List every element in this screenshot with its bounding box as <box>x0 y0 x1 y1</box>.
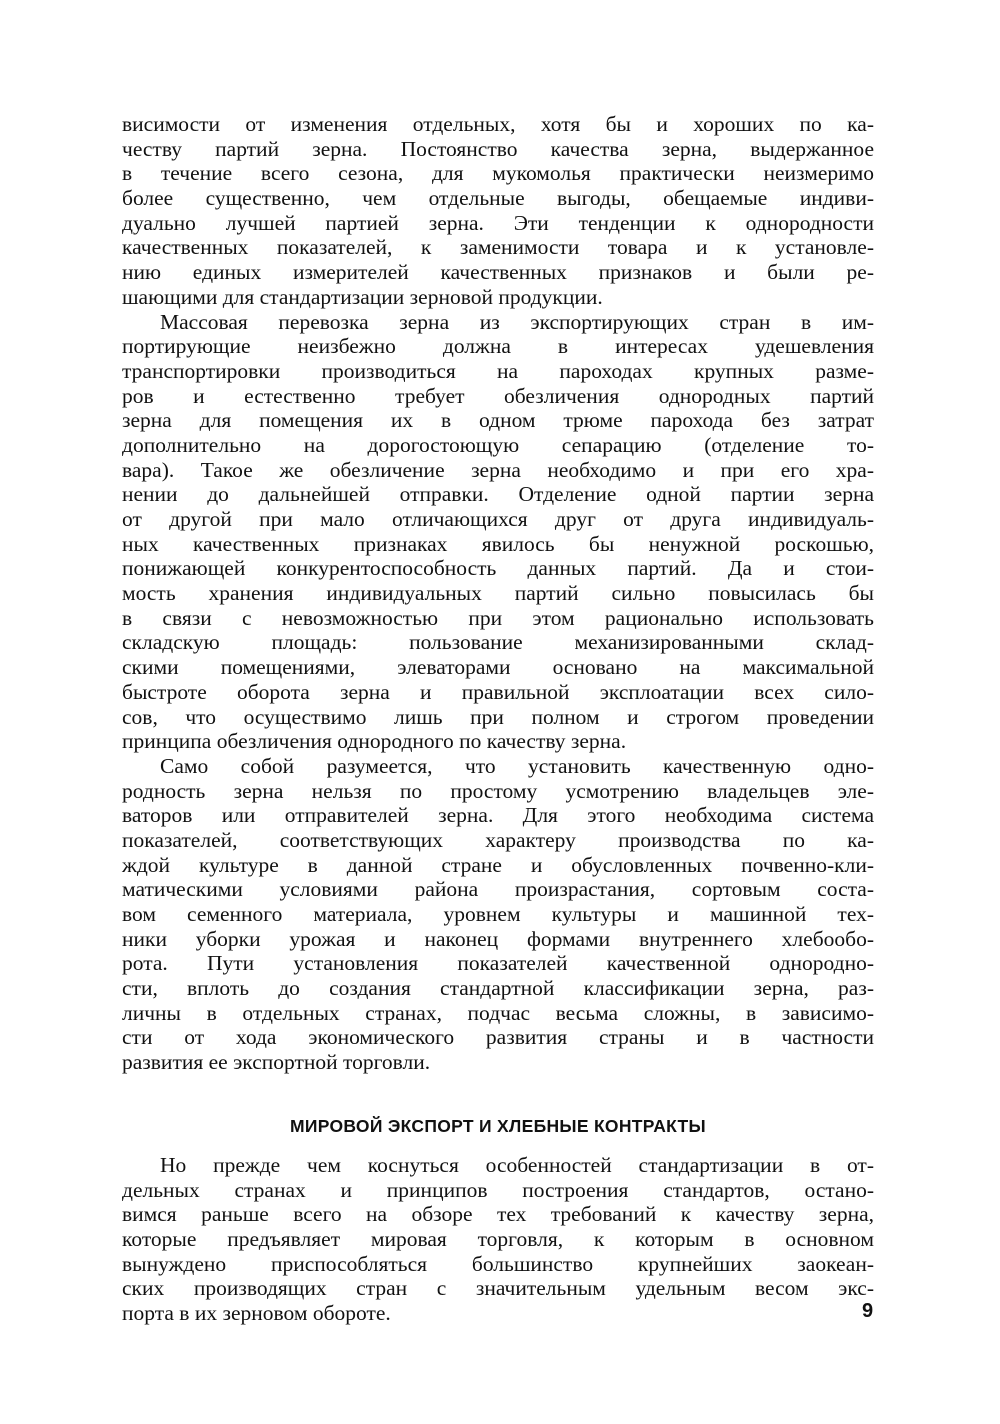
text-line: сти от хода экономического развития страны и в частности <box>122 1025 874 1050</box>
text-line: ждой культуре в данной стране и обусловленных почвенно-кли- <box>122 852 874 877</box>
text-line: нию единых измерителей качественных признаков и были ре- <box>122 260 874 285</box>
text-line: дуально лучшей партией зерна. Эти тенденции к однородности <box>122 210 874 235</box>
text-line: ров и естественно требует обезличения однородных партий <box>122 383 874 408</box>
text-line: ских производящих стран с значительным удельным весом экс- <box>122 1276 874 1301</box>
text-line: портирующие неизбежно должна в интересах удешевления <box>122 334 874 359</box>
text-line: Само собой разумеется, что установить качественную одно- <box>160 753 874 778</box>
text-line: принципа обезличения однородного по качеству зерна. <box>122 729 627 754</box>
text-line: от другой при мало отличающихся друг от друга индивидуаль- <box>122 507 874 531</box>
page-number: 9 <box>862 1300 874 1322</box>
paragraph-2 <box>122 310 874 754</box>
text-line: транспортировки производиться на пароходах крупных разме- <box>122 358 874 383</box>
text-line: нении до дальнейшей отправки. Отделение одной партии зерна <box>122 482 874 507</box>
page-body <box>122 112 874 1324</box>
text-line: порта в их зерновом обороте. <box>122 1300 391 1325</box>
text-line: в течение всего сезона, для мукомолья практически неизмеримо <box>122 161 874 186</box>
text-line: личны в отдельных странах, подчас весьма сложны, в зависимо- <box>122 1000 874 1025</box>
text-line: Но прежде чем коснуться особенностей стандартизации в от- <box>160 1152 874 1177</box>
text-line: скими помещениями, элеваторами основано на максимальной <box>122 655 874 680</box>
text-line: показателей, соответствующих характеру производства по ка- <box>122 827 874 852</box>
text-line: рота. Пути установления показателей качественной однородно- <box>122 951 874 976</box>
text-line: качественных показателей, к заменимости товара и к установле- <box>122 235 874 260</box>
text-line: шающими для стандартизации зерновой продукции. <box>122 284 603 309</box>
text-line: честву партий зерна. Постоянство качества зерна, выдержанное <box>122 136 874 161</box>
text-line: дополнительно на дорогостоющую сепарацию (отделение то- <box>122 432 874 457</box>
text-line: родность зерна нельзя по простому усмотрению владельцев эле- <box>122 778 874 803</box>
text-line: вынуждено приспособляться большинство крупнейших заокеан- <box>122 1251 874 1276</box>
text-line: которые предъявляет мировая торговля, к которым в основном <box>122 1226 874 1251</box>
text-line: сти, вплоть до создания стандартной классификации зерна, раз- <box>122 976 874 1001</box>
text-line: сов, что осуществимо лишь при полном и строгом проведении <box>122 704 874 729</box>
text-line: ваторов или отправителей зерна. Для этого необходима система <box>122 803 874 828</box>
text-line: матическими условиями района произрастания, сортовым соста- <box>122 877 874 902</box>
text-line: висимости от изменения отдельных, хотя бы и хороших по ка- <box>122 112 874 136</box>
text-line: зерна для помещения их в одном трюме парохода без затрат <box>122 408 874 433</box>
text-line: вара). Такое же обезличение зерна необходимо и при его хра- <box>122 457 874 482</box>
text-line: мость хранения индивидуальных партий сильно повысилась бы <box>122 581 874 606</box>
text-line: развития ее экспортной торговли. <box>122 1050 431 1075</box>
paragraph-3 <box>122 754 874 1075</box>
text-line: дельных странах и принципов построения стандартов, остано- <box>122 1177 874 1202</box>
section-heading: МИРОВОЙ ЭКСПОРТ И ХЛЕБНЫЕ КОНТРАКТЫ <box>290 1115 706 1136</box>
text-line: ных качественных признаках явилось бы ненужной роскошью, <box>122 531 874 556</box>
paragraph-1 <box>122 112 874 310</box>
text-line: быстроте оборота зерна и правильной эксплоатации всех сило- <box>122 679 874 704</box>
text-line: складскую площадь: пользование механизированными склад- <box>122 630 874 655</box>
text-line: ники уборки урожая и наконец формами внутреннего хлебообо- <box>122 926 874 951</box>
text-line: вимся раньше всего на обзоре тех требований к качеству зерна, <box>122 1202 874 1227</box>
paragraph-4 <box>122 1153 874 1326</box>
text-line: понижающей конкурентоспособность данных партий. Да и стои- <box>122 556 874 581</box>
text-line: более существенно, чем отдельные выгоды, обещаемые индиви- <box>122 186 874 211</box>
text-line: Массовая перевозка зерна из экспортирующих стран в им- <box>160 309 874 334</box>
text-line: в связи с невозможностью при этом рационально использовать <box>122 605 874 630</box>
text-line: вом семенного материала, уровнем культуры и машинной тех- <box>122 902 874 926</box>
